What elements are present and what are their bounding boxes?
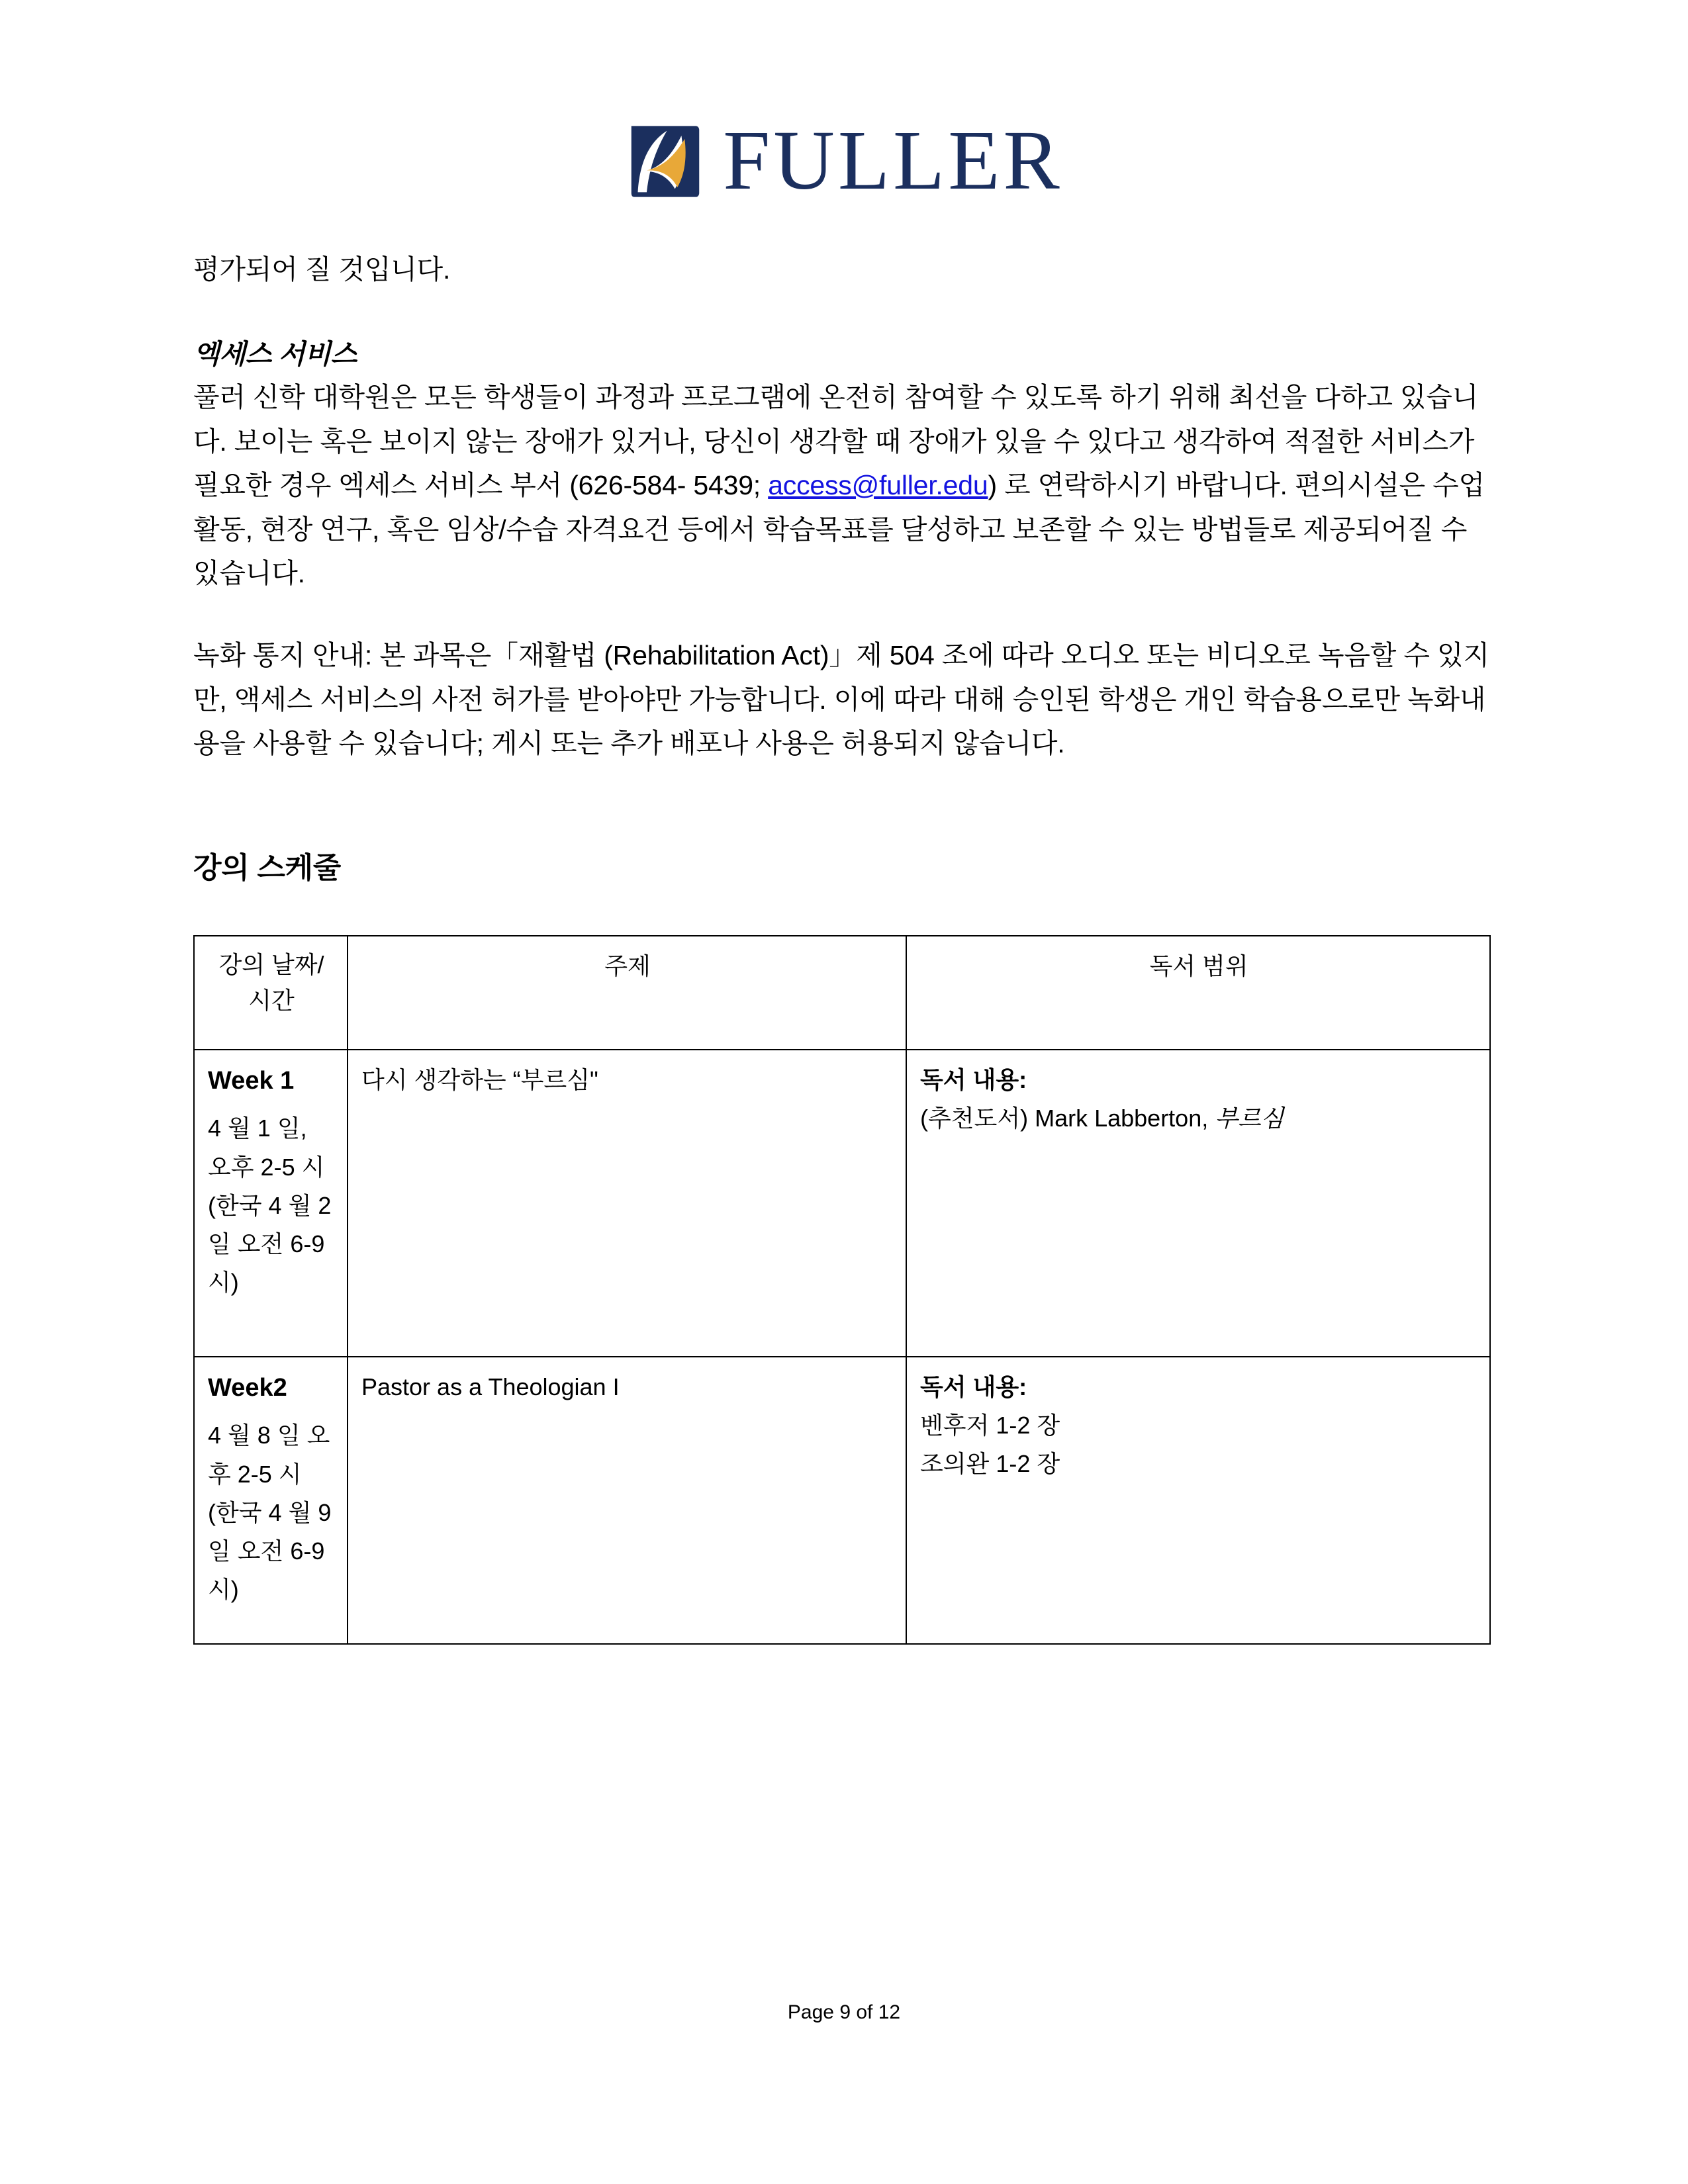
access-services-heading: 엑세스 서비스 (193, 339, 357, 370)
access-paragraph-post: ) 로 연락하시기 바랍니다. 편의시설은 수업 활동, 현장 연구, 혹은 임상/수습 자격요건 등에서 학습목표를 달성하고 보존할 수 있는 방법들로 제공되어질 수 있습니다. (193, 470, 1485, 589)
logo-wordmark: FULLER (723, 113, 1063, 207)
reading-line-1: 벤후저 1-2 장 (920, 1411, 1060, 1439)
reading-line-1: (추천도서) Mark Labberton, (920, 1104, 1215, 1132)
schedule-table (193, 935, 1491, 1645)
column-header-reading: 독서 범위 (906, 936, 1490, 1050)
schedule-table-head (194, 936, 1490, 1050)
week-label: Week 1 (208, 1066, 295, 1095)
page-footer (0, 2001, 1688, 2024)
reading-book-title: 부르심 (1215, 1104, 1284, 1132)
date-detail: 4 월 8 일 오후 2-5 시 (한국 4 월 9 일 오전 6-9 시) (208, 1422, 332, 1604)
column-header-topic: 주제 (348, 936, 906, 1050)
date-detail: 4 월 1 일, 오후 2-5 시 (한국 4 월 2 일 오전 6-9 시) (208, 1115, 332, 1297)
reading-label: 독서 내용: (920, 1066, 1027, 1093)
access-email-link[interactable]: access@fuller.edu (768, 470, 988, 501)
reading-label: 독서 내용: (920, 1373, 1027, 1400)
cell-topic: Pastor as a Theologian I (348, 1357, 906, 1644)
spacer (193, 291, 1489, 332)
schedule-table-wrap (0, 886, 1688, 1645)
table-header-row (194, 936, 1490, 1050)
schedule-heading: 강의 스케줄 (193, 851, 341, 884)
recording-notice-paragraph: 녹화 통지 안내: 본 과목은「재활법 (Rehabilitation Act)」제 504 조에 따라 오디오 또는 비디오로 녹음할 수 있지만, 액세스 서비스의 사전 허가를 받아야만 가능합니다. 이에 따라 대해 승인된 학생은 개인 학습용으로만 녹화내용을 사용할 수 있습니다; 게시 또는 추가 배포나 사용은 허용되지 않습니다. (193, 640, 1489, 759)
cell-reading (906, 1050, 1490, 1357)
spacer (193, 766, 1489, 844)
document-body (0, 205, 1688, 886)
cell-topic: 다시 생각하는 “부르심" (348, 1050, 906, 1357)
cell-date (194, 1357, 348, 1644)
cell-reading (906, 1357, 1490, 1644)
schedule-table-body (194, 1050, 1490, 1644)
intro-paragraph: 평가되어 질 것입니다. (193, 254, 451, 285)
table-row (194, 1050, 1490, 1357)
logo-group (625, 113, 1063, 207)
access-services-paragraph (193, 375, 1489, 595)
week-label: Week2 (208, 1373, 287, 1402)
fuller-logo (0, 0, 1688, 205)
fuller-book-icon (625, 121, 706, 202)
cell-date (194, 1050, 348, 1357)
page-number-label: Page 9 of 12 (787, 2001, 901, 2023)
column-header-date: 강의 날짜/시간 (194, 936, 348, 1050)
reading-line-2: 조의완 1-2 장 (920, 1450, 1060, 1478)
spacer (193, 595, 1489, 633)
access-paragraph-pre: 풀러 신학 대학원은 모든 학생들이 과정과 프로그램에 온전히 참여할 수 있도록 하기 위해 최선을 다하고 있습니다. 보이는 혹은 보이지 않는 장애가 있거나, 당신이 생각할 때 장애가 있을 수 있다고 생각하여 적절한 서비스가 필요한 경우 엑세스 서비스 부서 (626-584- 5439; (193, 382, 1479, 501)
table-row (194, 1357, 1490, 1644)
